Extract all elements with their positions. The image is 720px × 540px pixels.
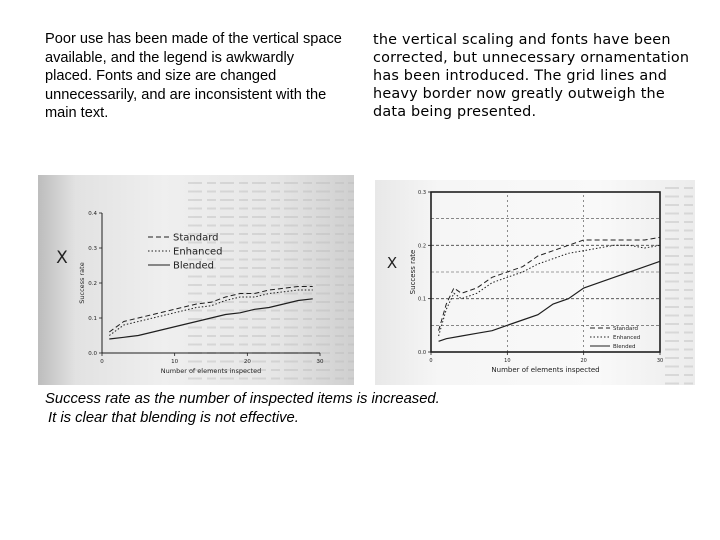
left-critique-paragraph: Poor use has been made of the vertical space available, and the legend is awkwardly placed. Fonts and size are changed unnecessarily, and are inconsistent with the main text. bbox=[45, 31, 342, 121]
caption-line-2: It is clear that blending is not effective. bbox=[48, 410, 299, 426]
y-tick-label: 0.2 bbox=[418, 243, 426, 250]
chart-poor-svg bbox=[38, 175, 354, 385]
scanned-chart-ornamented bbox=[375, 180, 695, 385]
x-tick-label: 30 bbox=[656, 358, 664, 364]
series-line-enhanced bbox=[109, 290, 312, 336]
x-tick-label: 0 bbox=[429, 358, 433, 364]
y-tick-label: 0.1 bbox=[88, 316, 97, 322]
y-axis-label: Success rate bbox=[409, 249, 417, 295]
y-tick-label: 0.4 bbox=[88, 211, 97, 217]
series-line-standard bbox=[439, 237, 660, 330]
legend-label-blended: Blended bbox=[613, 343, 636, 350]
y-axis-marker: X bbox=[386, 254, 398, 272]
y-axis-label: Success rate bbox=[78, 262, 86, 304]
x-tick-label: 20 bbox=[243, 359, 251, 365]
x-tick-label: 0 bbox=[100, 359, 104, 365]
x-axis-label: Number of elements inspected bbox=[160, 367, 262, 375]
legend-label-standard: Standard bbox=[613, 325, 639, 332]
x-tick-label: 20 bbox=[580, 358, 587, 364]
series-line-enhanced bbox=[439, 245, 660, 336]
legend-label-blended: Blended bbox=[173, 260, 214, 272]
legend-label-enhanced: Enhanced bbox=[613, 334, 641, 341]
figure-caption bbox=[45, 390, 440, 428]
caption-line-1: Success rate as the number of inspected items is increased. bbox=[45, 391, 440, 407]
x-tick-label: 10 bbox=[171, 359, 179, 365]
y-tick-label: 0.3 bbox=[88, 246, 97, 252]
y-tick-label: 0.3 bbox=[418, 190, 426, 196]
chart-ornamented-svg bbox=[375, 180, 695, 385]
x-axis-label: Number of elements inspected bbox=[491, 366, 600, 374]
scanned-chart-poor bbox=[38, 175, 354, 385]
x-tick-label: 30 bbox=[316, 359, 324, 365]
y-tick-label: 0.1 bbox=[418, 296, 426, 303]
y-tick-label: 0.0 bbox=[88, 351, 97, 357]
y-axis-marker: X bbox=[56, 248, 68, 268]
legend-label-enhanced: Enhanced bbox=[173, 246, 223, 258]
right-critique-paragraph: the vertical scaling and fonts have been corrected, but unnecessary ornamentation has been introduced. The grid lines and heavy border now greatly outweigh the data being presented. bbox=[373, 32, 690, 120]
y-tick-label: 0.0 bbox=[418, 350, 426, 356]
x-tick-label: 10 bbox=[504, 358, 511, 364]
y-tick-label: 0.2 bbox=[88, 281, 97, 287]
legend-label-standard: Standard bbox=[173, 232, 219, 244]
